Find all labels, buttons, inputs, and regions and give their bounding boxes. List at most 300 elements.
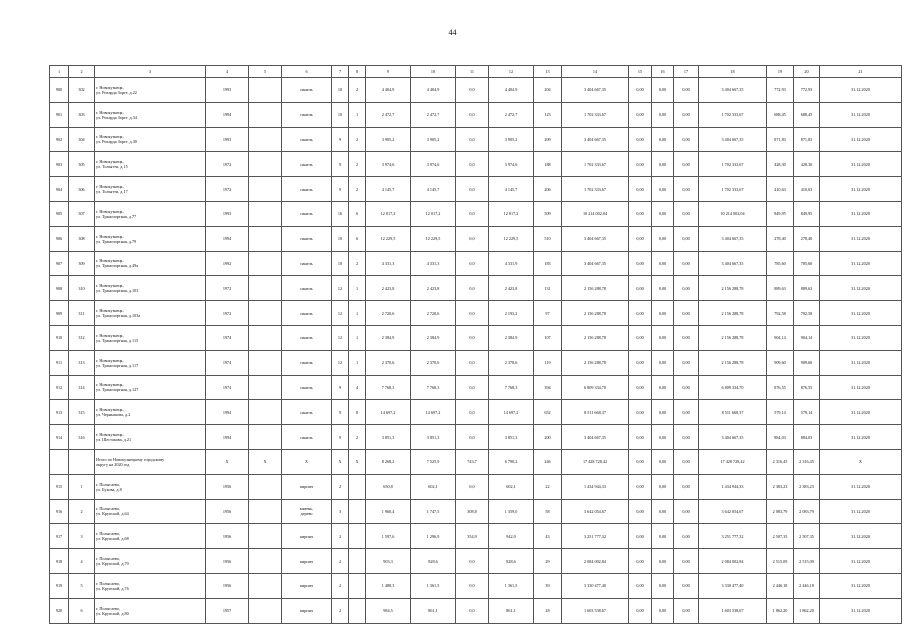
table-cell: 2 472,7 [366, 102, 411, 127]
table-cell: 8 511 668,37 [699, 400, 767, 425]
table-row [50, 251, 902, 276]
table-cell: 3 974,6 [489, 152, 534, 177]
table-cell: 0,00 [652, 524, 674, 549]
table-cell: 0,0 [456, 276, 489, 301]
table-cell: 2 083,79 [767, 499, 794, 524]
table-cell: 2 [349, 152, 366, 177]
table-cell: 2 423,8 [366, 276, 411, 301]
column-header: 14 [562, 66, 629, 78]
table-cell: 0,00 [629, 573, 652, 598]
table-cell: 2 515,09 [767, 549, 794, 574]
column-header: 15 [629, 66, 652, 78]
table-cell: 0,00 [629, 177, 652, 202]
table-cell: г. Полысаево, ул. Крупской, д.64 [95, 499, 206, 524]
table-cell: 0,00 [674, 499, 699, 524]
housing-repair-table [49, 65, 902, 624]
table-cell: 31.12.2020 [820, 573, 902, 598]
table-cell: 902 [50, 127, 69, 152]
table-cell: 410,63 [794, 177, 820, 202]
table-cell: 2 084 002,84 [562, 549, 629, 574]
table-cell: 0,00 [652, 325, 674, 350]
table-cell: 0,0 [456, 325, 489, 350]
table-cell: 1 960,4 [366, 499, 411, 524]
table-cell: 3 404 667,35 [699, 251, 767, 276]
table-cell: 0,00 [629, 102, 652, 127]
table-cell: 0,00 [652, 375, 674, 400]
table-cell: 131 [534, 276, 562, 301]
table-cell: 1994 [206, 226, 249, 251]
table-cell: 8 [349, 400, 366, 425]
table-cell: г. Полысаево, ул. Бухова, д.8 [95, 474, 206, 499]
table-cell: г. Новокузнецк, ул. Транспортная, д.117 [95, 350, 206, 375]
table-cell: 1 597,6 [366, 524, 411, 549]
table-cell: X [349, 449, 366, 474]
table-cell: 6 790,2 [489, 449, 534, 474]
table-cell: 0,00 [652, 573, 674, 598]
table-cell: 14 697,2 [489, 400, 534, 425]
table-cell: 1 603 538,67 [699, 598, 767, 623]
column-header: 3 [95, 66, 206, 78]
table-cell: 1 603 538,67 [562, 598, 629, 623]
table-cell: Итого по Новокузнецкому городскому округу на 2020 год [95, 449, 206, 474]
table-cell: 311 [69, 301, 95, 326]
table-cell: 0,00 [652, 301, 674, 326]
table-cell: 1974 [206, 325, 249, 350]
table-cell: 1 702 333,67 [562, 177, 629, 202]
table-cell: 0,00 [674, 276, 699, 301]
table-cell: 3 404 667,35 [699, 226, 767, 251]
table-cell: 884,03 [794, 425, 820, 450]
table-cell: 43 [534, 524, 562, 549]
table-cell: 31.12.2020 [820, 276, 902, 301]
table-row [50, 350, 902, 375]
table-cell: 305 [69, 152, 95, 177]
table-cell: 1 [349, 325, 366, 350]
table-cell [249, 474, 282, 499]
table-cell: 1 702 333,67 [699, 177, 767, 202]
table-cell: 1 [349, 301, 366, 326]
table-cell: 2 [69, 499, 95, 524]
table-cell: 3 905,2 [366, 127, 411, 152]
table-cell: 2 384,9 [366, 325, 411, 350]
table-row [50, 226, 902, 251]
table-cell: 0,0 [456, 177, 489, 202]
table-cell: 0,00 [674, 152, 699, 177]
table-cell: 3 404 667,35 [562, 251, 629, 276]
table-cell: 31.12.2020 [820, 152, 902, 177]
table-cell: 31.12.2020 [820, 400, 902, 425]
table-cell: панель [282, 425, 332, 450]
column-header: 11 [456, 66, 489, 78]
table-cell: 1 862,20 [767, 598, 794, 623]
table-cell: X [249, 449, 282, 474]
table-cell: 2 [349, 251, 366, 276]
table-cell: 10 [332, 102, 349, 127]
table-cell: 183 [534, 251, 562, 276]
table-cell: 0,0 [456, 350, 489, 375]
table-cell: 0,00 [629, 598, 652, 623]
table-cell: 0,00 [674, 573, 699, 598]
table-cell: 0,00 [652, 78, 674, 103]
table-cell: панель [282, 201, 332, 226]
table-cell: панель [282, 400, 332, 425]
table-cell: 306 [69, 177, 95, 202]
table-cell: 0,00 [674, 350, 699, 375]
table-cell [249, 425, 282, 450]
table-cell: 0,0 [456, 152, 489, 177]
column-header: 7 [332, 66, 349, 78]
table-cell: 0,00 [674, 78, 699, 103]
table-cell: 2 [332, 598, 349, 623]
table-row [50, 449, 902, 474]
table-cell: панель [282, 102, 332, 127]
table-cell: 428,30 [794, 152, 820, 177]
table-cell: 9 [332, 400, 349, 425]
table-cell: 0,0 [456, 425, 489, 450]
table-cell: 31.12.2020 [820, 78, 902, 103]
table-cell: 1956 [206, 524, 249, 549]
table-cell: 2 515,09 [794, 549, 820, 574]
column-header: 17 [674, 66, 699, 78]
table-cell: 278,40 [767, 226, 794, 251]
table-cell: 2 [332, 474, 349, 499]
table-cell: 12 017,2 [366, 201, 411, 226]
table-cell: 0,00 [629, 325, 652, 350]
table-cell: 0,00 [629, 449, 652, 474]
table-cell: г. Новокузнецк, ул. Транспортная, д.115 [95, 325, 206, 350]
table-cell: 3 330 477,40 [699, 573, 767, 598]
table-cell: 410,63 [767, 177, 794, 202]
table-cell: 2 [349, 425, 366, 450]
table-row [50, 598, 902, 623]
table-cell: 3 642 054,67 [699, 499, 767, 524]
table-cell: 31.12.2020 [820, 251, 902, 276]
table-cell: 0,00 [652, 350, 674, 375]
table-cell: 0,00 [629, 226, 652, 251]
table-cell: 5 [69, 573, 95, 598]
table-cell: 905 [50, 201, 69, 226]
table-cell: 31.12.2020 [820, 499, 902, 524]
table-cell: 31.12.2020 [820, 425, 902, 450]
table-cell: кирпич [282, 474, 332, 499]
column-header: 13 [534, 66, 562, 78]
table-cell: панель [282, 251, 332, 276]
column-header: 1 [50, 66, 69, 78]
table-row [50, 201, 902, 226]
table-row [50, 102, 902, 127]
column-header: 10 [411, 66, 456, 78]
table-cell: 1 [69, 474, 95, 499]
table-cell: 14 697,2 [366, 400, 411, 425]
table-cell: 1956 [206, 549, 249, 574]
table-cell [249, 375, 282, 400]
table-cell: 0,00 [652, 152, 674, 177]
table-cell: 29 [534, 549, 562, 574]
table-cell: 876,55 [767, 375, 794, 400]
table-cell: 308,8 [456, 499, 489, 524]
table-row [50, 177, 902, 202]
table-cell: 316 [69, 425, 95, 450]
table-cell: 4 145,7 [489, 177, 534, 202]
table-cell: 10 [332, 251, 349, 276]
table-cell: 0,00 [674, 524, 699, 549]
table-cell: 31.12.2020 [820, 177, 902, 202]
table-cell: 0,0 [456, 127, 489, 152]
table-cell: г. Полысаево, ул. Крупской, д.68 [95, 524, 206, 549]
table-cell: 1 702 333,67 [562, 102, 629, 127]
table-cell: 906 [50, 226, 69, 251]
table-cell: 0,0 [456, 226, 489, 251]
table-cell: 10 214 002,04 [699, 201, 767, 226]
table-cell: 1974 [206, 375, 249, 400]
table-cell: 0,00 [629, 549, 652, 574]
table-cell: 2 423,8 [489, 276, 534, 301]
table-cell: 0,0 [456, 474, 489, 499]
table-cell: 3 905,2 [489, 127, 534, 152]
table-row [50, 375, 902, 400]
table-cell: 1 862,20 [794, 598, 820, 623]
table-cell: 428,30 [767, 152, 794, 177]
table-cell: 4 [349, 375, 366, 400]
table-cell: 12 017,2 [489, 201, 534, 226]
table-cell: 3 851,3 [366, 425, 411, 450]
table-cell: 2 720,6 [411, 301, 456, 326]
table-cell: 3 851,3 [489, 425, 534, 450]
table-cell: 2 383,23 [794, 474, 820, 499]
table-cell: 31.12.2020 [820, 226, 902, 251]
table-cell: 2 156 288,78 [562, 276, 629, 301]
table-cell: 0,0 [456, 375, 489, 400]
table-cell: 2 156 288,78 [562, 325, 629, 350]
table-cell: 4 [69, 549, 95, 574]
table-cell: 394 [534, 375, 562, 400]
table-cell: г. Новокузнецк, ул. Транспортная, д.103 [95, 276, 206, 301]
table-cell: 0,00 [674, 425, 699, 450]
table-cell: 10 214 002,04 [562, 201, 629, 226]
table-cell: 743,7 [456, 449, 489, 474]
column-header: 6 [282, 66, 332, 78]
table-cell: 3 251 777,32 [562, 524, 629, 549]
table-cell: 7 525,9 [411, 449, 456, 474]
table-cell: 0,00 [674, 251, 699, 276]
table-row [50, 78, 902, 103]
table-cell: панель [282, 375, 332, 400]
table-cell: 904 [50, 177, 69, 202]
table-cell: 1994 [206, 102, 249, 127]
table-cell: 12 229,5 [411, 226, 456, 251]
table-cell: 310 [69, 276, 95, 301]
table-cell: 2 [332, 573, 349, 598]
table-cell: 123 [534, 102, 562, 127]
table-cell: 1956 [206, 474, 249, 499]
page-number: 44 [448, 28, 457, 37]
table-cell: 4 145,7 [366, 177, 411, 202]
table-cell: панель [282, 276, 332, 301]
table-cell: 31.12.2020 [820, 598, 902, 623]
table-cell: 1972 [206, 301, 249, 326]
table-cell: 652 [534, 400, 562, 425]
table-cell: 908 [50, 276, 69, 301]
table-cell: 772,93 [767, 78, 794, 103]
table-cell [349, 474, 366, 499]
table-cell: 0,00 [652, 499, 674, 524]
table-cell: 4 145,7 [411, 177, 456, 202]
table-cell: 2 446,18 [794, 573, 820, 598]
table-cell: 1 702 333,67 [562, 152, 629, 177]
table-cell: кирпич [282, 524, 332, 549]
table-cell: кирпич [282, 549, 332, 574]
table-cell: панель [282, 325, 332, 350]
table-cell: 0,0 [456, 78, 489, 103]
table-cell: 909,60 [794, 350, 820, 375]
table-cell: 1 702 333,67 [699, 102, 767, 127]
table-cell: 0,0 [456, 549, 489, 574]
table-cell: 0,00 [674, 127, 699, 152]
table-cell: 0,00 [674, 598, 699, 623]
table-cell [349, 499, 366, 524]
table-cell: 0,00 [652, 177, 674, 202]
table-cell: 0,00 [652, 449, 674, 474]
table-cell [249, 78, 282, 103]
table-cell: 1 296,9 [411, 524, 456, 549]
table-cell: 2 156 288,78 [562, 301, 629, 326]
table-cell: 0,00 [674, 449, 699, 474]
table-cell: 876,55 [794, 375, 820, 400]
table-cell: 916 [50, 499, 69, 524]
table-row [50, 499, 902, 524]
table-cell: 1 747,5 [411, 499, 456, 524]
table-cell: 0,00 [629, 499, 652, 524]
table-cell: 3 905,2 [411, 127, 456, 152]
table-cell: панель [282, 301, 332, 326]
table-cell: 3 404 667,35 [562, 226, 629, 251]
table-cell: 107 [534, 325, 562, 350]
table-row [50, 400, 902, 425]
table-cell: 119 [534, 350, 562, 375]
table-cell: 4 331,9 [489, 251, 534, 276]
table-cell: 9 [332, 425, 349, 450]
table-cell: г. Новокузнецк, ул. Транспортная, д.77 [95, 201, 206, 226]
table-cell: 650,8 [366, 474, 411, 499]
table-cell: 0,00 [674, 177, 699, 202]
table-cell: 3 642 054,67 [562, 499, 629, 524]
table-cell: 688,45 [794, 102, 820, 127]
table-cell: 0,00 [674, 400, 699, 425]
table-cell: 3 404 667,35 [562, 78, 629, 103]
table-cell: 904,14 [767, 325, 794, 350]
table-cell: 909 [50, 301, 69, 326]
table-cell: 510 [534, 226, 562, 251]
table-cell: г. Новокузнецк, ул. Тольятти, д.17 [95, 177, 206, 202]
table-cell: 1 434 944,33 [699, 474, 767, 499]
table-cell: 4 404,9 [366, 78, 411, 103]
table-cell: 4 404,9 [489, 78, 534, 103]
column-header: 4 [206, 66, 249, 78]
table-cell: 0,00 [652, 549, 674, 574]
table-row [50, 425, 902, 450]
table-cell: 0,00 [629, 425, 652, 450]
table-cell: 2 384,9 [411, 325, 456, 350]
table-cell [349, 524, 366, 549]
column-header: 9 [366, 66, 411, 78]
table-cell: 772,93 [794, 78, 820, 103]
table-cell [249, 127, 282, 152]
table-body [50, 78, 902, 624]
table-cell: 849,95 [794, 201, 820, 226]
table-cell: 785,60 [794, 251, 820, 276]
table-cell: 31.12.2020 [820, 201, 902, 226]
table-cell: г. Полысаево, ул. Крупской, д.80 [95, 598, 206, 623]
table-cell: 0,0 [456, 400, 489, 425]
table-cell: 2 446,18 [767, 573, 794, 598]
table-cell: 304 [69, 127, 95, 152]
table-cell: 7 768,3 [489, 375, 534, 400]
table-cell: 2 423,8 [411, 276, 456, 301]
table-cell: 12 [332, 276, 349, 301]
table-row [50, 474, 902, 499]
table-cell: 602,1 [411, 474, 456, 499]
table-cell: 12 229,5 [489, 226, 534, 251]
table-cell: камень, дерево [282, 499, 332, 524]
table-cell: 17 428 728,42 [562, 449, 629, 474]
table-cell: 6 809 334,70 [699, 375, 767, 400]
table-cell: 246 [534, 449, 562, 474]
table-cell: 31.12.2020 [820, 350, 902, 375]
table-cell [249, 350, 282, 375]
column-header: 21 [820, 66, 902, 78]
table-cell: 0,00 [652, 425, 674, 450]
table-cell: 0,00 [652, 474, 674, 499]
table-cell: 1 [349, 276, 366, 301]
table-cell: X [282, 449, 332, 474]
table-row [50, 301, 902, 326]
table-cell: 9 [332, 127, 349, 152]
table-cell: 58 [534, 499, 562, 524]
table-cell: 16 [332, 201, 349, 226]
table-cell: 0,00 [674, 474, 699, 499]
table-cell: 22 [534, 474, 562, 499]
table-cell [50, 449, 69, 474]
table-cell: панель [282, 152, 332, 177]
table-cell: 2 193,2 [489, 301, 534, 326]
table-cell: 900 [50, 78, 69, 103]
table-cell: 2 507,35 [767, 524, 794, 549]
table-cell: 579,14 [767, 400, 794, 425]
column-header: 16 [652, 66, 674, 78]
table-cell: 12 229,5 [366, 226, 411, 251]
table-cell: 6 [349, 226, 366, 251]
table-row [50, 276, 902, 301]
table-cell: 904,14 [794, 325, 820, 350]
table-cell: 7 768,3 [411, 375, 456, 400]
table-cell [249, 201, 282, 226]
table-cell: 828,6 [489, 549, 534, 574]
table-cell: 2 156 288,78 [699, 350, 767, 375]
table-cell: 314 [69, 375, 95, 400]
table-cell: 2 370,6 [489, 350, 534, 375]
table-cell: 315 [69, 400, 95, 425]
column-header: 19 [767, 66, 794, 78]
table-cell [249, 226, 282, 251]
table-cell: 1 [349, 350, 366, 375]
table-cell: 31.12.2020 [820, 325, 902, 350]
table-cell: 509 [534, 201, 562, 226]
table-cell: 3 851,3 [411, 425, 456, 450]
table-cell: 3 404 667,35 [562, 425, 629, 450]
table-cell: панель [282, 127, 332, 152]
table-cell: 3 [69, 524, 95, 549]
table-cell: кирпич [282, 573, 332, 598]
